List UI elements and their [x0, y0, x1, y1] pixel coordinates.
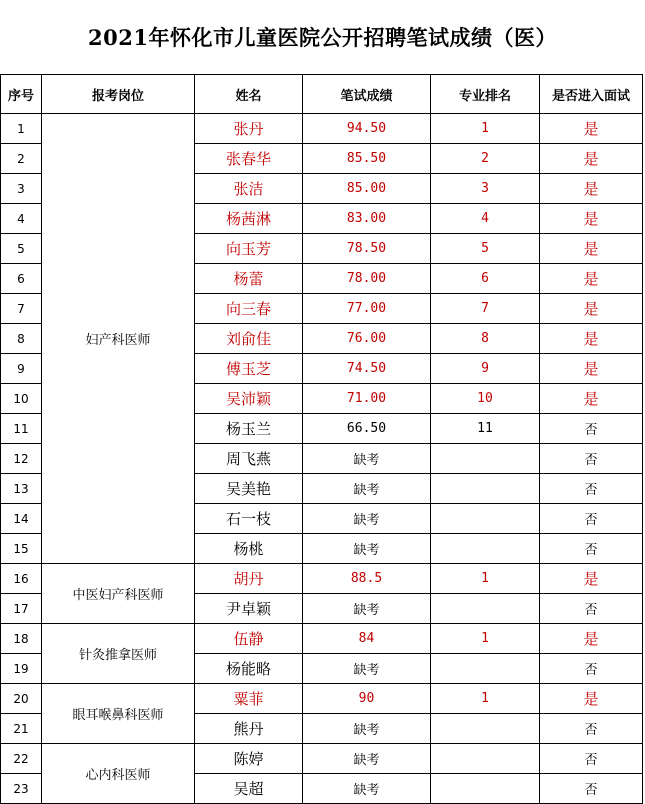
- exam-score: 缺考: [303, 594, 431, 624]
- row-number: 20: [1, 684, 42, 714]
- row-number: 22: [1, 744, 42, 774]
- exam-score: 84: [303, 624, 431, 654]
- interview-status: 是: [540, 174, 643, 204]
- interview-status: 是: [540, 144, 643, 174]
- major-rank: 10: [431, 384, 540, 414]
- exam-score: 88.5: [303, 564, 431, 594]
- candidate-name: 杨茜淋: [195, 204, 303, 234]
- candidate-name: 伍静: [195, 624, 303, 654]
- position-cell: 心内科医师: [42, 744, 195, 804]
- table-body: [1, 114, 643, 804]
- exam-score: 85.00: [303, 174, 431, 204]
- major-rank: [431, 714, 540, 744]
- major-rank: [431, 534, 540, 564]
- candidate-name: 熊丹: [195, 714, 303, 744]
- table-row: [1, 564, 643, 594]
- row-number: 5: [1, 234, 42, 264]
- row-number: 1: [1, 114, 42, 144]
- table-header-row: [1, 75, 643, 114]
- major-rank: [431, 444, 540, 474]
- exam-score: 71.00: [303, 384, 431, 414]
- interview-status: 是: [540, 114, 643, 144]
- candidate-name: 杨蕾: [195, 264, 303, 294]
- exam-score: 缺考: [303, 504, 431, 534]
- row-number: 11: [1, 414, 42, 444]
- exam-score: 缺考: [303, 744, 431, 774]
- table-row: [1, 744, 643, 774]
- candidate-name: 向玉芳: [195, 234, 303, 264]
- major-rank: [431, 744, 540, 774]
- candidate-name: 陈婷: [195, 744, 303, 774]
- candidate-name: 杨能略: [195, 654, 303, 684]
- exam-score: 77.00: [303, 294, 431, 324]
- interview-status: 是: [540, 624, 643, 654]
- row-number: 6: [1, 264, 42, 294]
- candidate-name: 张洁: [195, 174, 303, 204]
- header-interview: 是否进入面试: [540, 75, 643, 114]
- interview-status: 否: [540, 714, 643, 744]
- major-rank: 6: [431, 264, 540, 294]
- candidate-name: 向三春: [195, 294, 303, 324]
- candidate-name: 傅玉芝: [195, 354, 303, 384]
- candidate-name: 杨玉兰: [195, 414, 303, 444]
- interview-status: 是: [540, 294, 643, 324]
- interview-status: 否: [540, 534, 643, 564]
- exam-score: 66.50: [303, 414, 431, 444]
- candidate-name: 张丹: [195, 114, 303, 144]
- candidate-name: 粟菲: [195, 684, 303, 714]
- position-cell: 妇产科医师: [42, 114, 195, 564]
- major-rank: 5: [431, 234, 540, 264]
- major-rank: [431, 504, 540, 534]
- major-rank: 4: [431, 204, 540, 234]
- exam-score: 85.50: [303, 144, 431, 174]
- results-table: [0, 74, 643, 804]
- header-score: 笔试成绩: [303, 75, 431, 114]
- major-rank: 1: [431, 624, 540, 654]
- interview-status: 是: [540, 264, 643, 294]
- major-rank: 11: [431, 414, 540, 444]
- major-rank: 9: [431, 354, 540, 384]
- row-number: 15: [1, 534, 42, 564]
- candidate-name: 石一枝: [195, 504, 303, 534]
- exam-score: 74.50: [303, 354, 431, 384]
- interview-status: 否: [540, 504, 643, 534]
- candidate-name: 杨桃: [195, 534, 303, 564]
- candidate-name: 刘俞佳: [195, 324, 303, 354]
- major-rank: 1: [431, 684, 540, 714]
- interview-status: 否: [540, 414, 643, 444]
- interview-status: 否: [540, 744, 643, 774]
- exam-score: 78.00: [303, 264, 431, 294]
- exam-score: 83.00: [303, 204, 431, 234]
- header-rank: 专业排名: [431, 75, 540, 114]
- interview-status: 是: [540, 234, 643, 264]
- row-number: 4: [1, 204, 42, 234]
- table-row: [1, 114, 643, 144]
- interview-status: 否: [540, 444, 643, 474]
- exam-score: 90: [303, 684, 431, 714]
- exam-score: 缺考: [303, 714, 431, 744]
- row-number: 3: [1, 174, 42, 204]
- exam-score: 缺考: [303, 774, 431, 804]
- exam-score: 缺考: [303, 534, 431, 564]
- interview-status: 否: [540, 594, 643, 624]
- row-number: 16: [1, 564, 42, 594]
- major-rank: [431, 774, 540, 804]
- row-number: 23: [1, 774, 42, 804]
- interview-status: 是: [540, 384, 643, 414]
- major-rank: [431, 594, 540, 624]
- candidate-name: 吴超: [195, 774, 303, 804]
- interview-status: 是: [540, 324, 643, 354]
- candidate-name: 吴沛颖: [195, 384, 303, 414]
- major-rank: 1: [431, 564, 540, 594]
- exam-score: 缺考: [303, 654, 431, 684]
- exam-score: 76.00: [303, 324, 431, 354]
- row-number: 7: [1, 294, 42, 324]
- interview-status: 是: [540, 684, 643, 714]
- major-rank: 7: [431, 294, 540, 324]
- exam-score: 78.50: [303, 234, 431, 264]
- page-title: 2021年怀化市儿童医院公开招聘笔试成绩（医）: [88, 25, 557, 50]
- major-rank: 2: [431, 144, 540, 174]
- header-no: 序号: [1, 75, 42, 114]
- candidate-name: 胡丹: [195, 564, 303, 594]
- row-number: 17: [1, 594, 42, 624]
- exam-score: 94.50: [303, 114, 431, 144]
- row-number: 19: [1, 654, 42, 684]
- major-rank: 3: [431, 174, 540, 204]
- row-number: 21: [1, 714, 42, 744]
- candidate-name: 吴美艳: [195, 474, 303, 504]
- interview-status: 是: [540, 204, 643, 234]
- table-row: [1, 624, 643, 654]
- header-position: 报考岗位: [42, 75, 195, 114]
- row-number: 10: [1, 384, 42, 414]
- major-rank: [431, 654, 540, 684]
- row-number: 14: [1, 504, 42, 534]
- row-number: 9: [1, 354, 42, 384]
- position-cell: 针灸推拿医师: [42, 624, 195, 684]
- row-number: 12: [1, 444, 42, 474]
- major-rank: 1: [431, 114, 540, 144]
- interview-status: 是: [540, 354, 643, 384]
- interview-status: 否: [540, 654, 643, 684]
- major-rank: 8: [431, 324, 540, 354]
- interview-status: 是: [540, 564, 643, 594]
- candidate-name: 周飞燕: [195, 444, 303, 474]
- major-rank: [431, 474, 540, 504]
- row-number: 8: [1, 324, 42, 354]
- row-number: 2: [1, 144, 42, 174]
- position-cell: 眼耳喉鼻科医师: [42, 684, 195, 744]
- row-number: 13: [1, 474, 42, 504]
- exam-score: 缺考: [303, 474, 431, 504]
- header-name: 姓名: [195, 75, 303, 114]
- interview-status: 否: [540, 474, 643, 504]
- row-number: 18: [1, 624, 42, 654]
- table-row: [1, 684, 643, 714]
- position-cell: 中医妇产科医师: [42, 564, 195, 624]
- exam-score: 缺考: [303, 444, 431, 474]
- candidate-name: 张春华: [195, 144, 303, 174]
- candidate-name: 尹卓颖: [195, 594, 303, 624]
- interview-status: 否: [540, 774, 643, 804]
